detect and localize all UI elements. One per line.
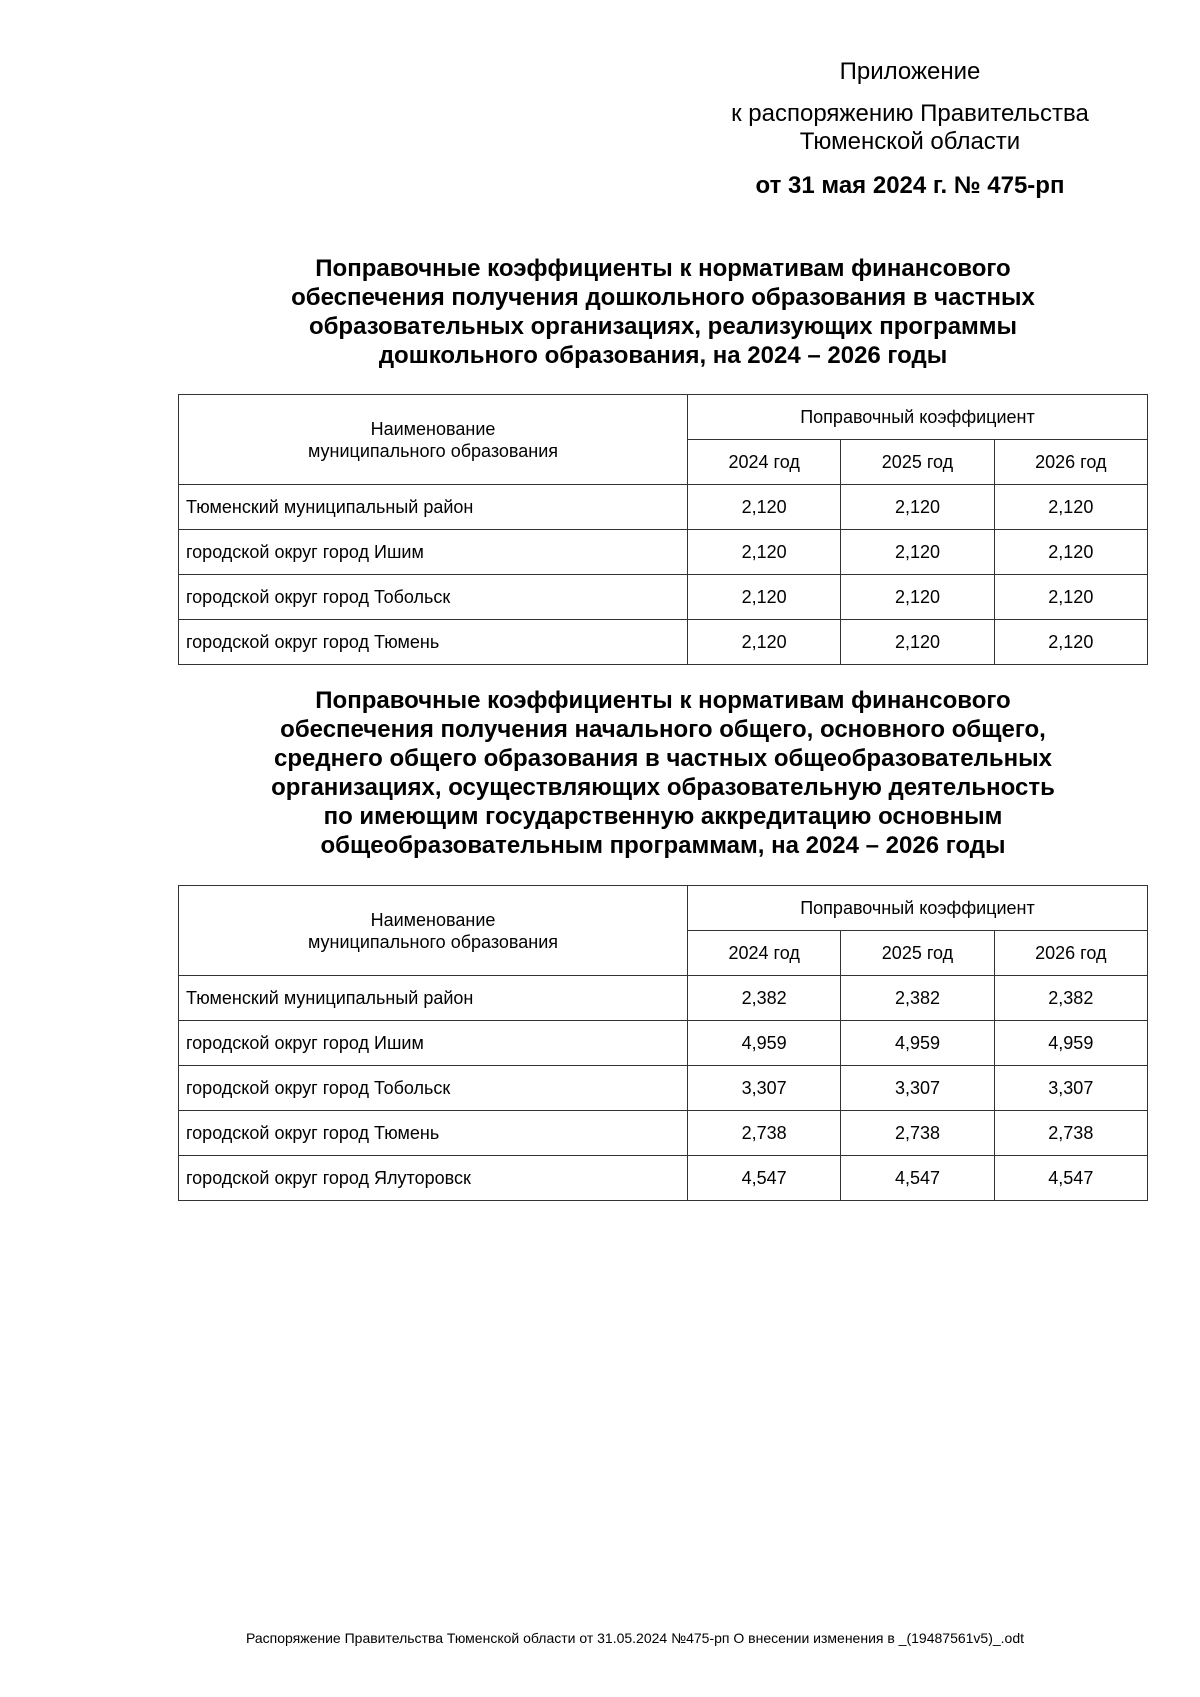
coefficient-value: 2,382 xyxy=(994,976,1147,1021)
coefficient-value: 2,738 xyxy=(994,1111,1147,1156)
column-header-year: 2025 год xyxy=(841,931,994,976)
coefficient-value: 2,120 xyxy=(994,620,1147,665)
column-header-year: 2026 год xyxy=(994,440,1147,485)
column-header-municipality xyxy=(179,395,688,485)
title-line: Поправочные коэффициенты к нормативам финансового xyxy=(315,687,1011,714)
municipality-name: городской округ город Тобольск xyxy=(179,575,688,620)
coefficient-value: 3,307 xyxy=(841,1066,994,1111)
table-row xyxy=(179,575,1148,620)
municipality-name: городской округ город Ишим xyxy=(179,530,688,575)
title-line: общеобразовательным программам, на 2024 – 2026 годы xyxy=(320,832,1006,859)
table-row xyxy=(179,1066,1148,1111)
coefficient-value: 2,120 xyxy=(841,620,994,665)
coefficient-value: 2,120 xyxy=(688,575,841,620)
coefficient-value: 4,959 xyxy=(841,1021,994,1066)
table-row xyxy=(179,1021,1148,1066)
header-text-line: муниципального образования xyxy=(307,440,559,461)
appendix-reference-line: Тюменской области xyxy=(799,128,1021,155)
title-line: обеспечения получения дошкольного образования в частных xyxy=(291,284,1035,311)
column-header-year: 2025 год xyxy=(841,440,994,485)
table-row xyxy=(179,1111,1148,1156)
title-line: организациях, осуществляющих образовательную деятельность xyxy=(271,774,1055,801)
column-header-year: 2026 год xyxy=(994,931,1147,976)
appendix-reference xyxy=(690,100,1130,156)
coefficient-value: 3,307 xyxy=(688,1066,841,1111)
column-group-header: Поправочный коэффициент xyxy=(688,886,1148,931)
municipality-name: городской округ город Тобольск xyxy=(179,1066,688,1111)
coefficient-value: 2,738 xyxy=(688,1111,841,1156)
coefficient-value: 2,120 xyxy=(994,485,1147,530)
coefficient-value: 2,120 xyxy=(841,530,994,575)
column-group-header: Поправочный коэффициент xyxy=(688,395,1148,440)
coefficient-value: 2,120 xyxy=(841,485,994,530)
header-text-line: Наименование xyxy=(370,909,496,930)
municipality-name: городской округ город Тюмень xyxy=(179,1111,688,1156)
table-header-row xyxy=(179,395,1148,440)
title-line: дошкольного образования, на 2024 – 2026 годы xyxy=(378,342,948,369)
municipality-name: городской округ город Тюмень xyxy=(179,620,688,665)
coefficient-value: 2,382 xyxy=(688,976,841,1021)
column-header-year: 2024 год xyxy=(688,931,841,976)
title-line: среднего общего образования в частных общеобразовательных xyxy=(274,745,1052,772)
table-row xyxy=(179,530,1148,575)
municipality-name: Тюменский муниципальный район xyxy=(179,485,688,530)
coefficient-value: 4,547 xyxy=(994,1156,1147,1201)
coefficient-value: 2,120 xyxy=(994,575,1147,620)
general-education-coefficients-table xyxy=(178,885,1148,1201)
table-row xyxy=(179,485,1148,530)
section1-title xyxy=(178,254,1148,370)
coefficient-value: 2,120 xyxy=(841,575,994,620)
preschool-coefficients-table xyxy=(178,394,1148,665)
section2-title xyxy=(178,686,1148,860)
coefficient-value: 2,120 xyxy=(688,620,841,665)
municipality-name: городской округ город Ишим xyxy=(179,1021,688,1066)
title-line: образовательных организациях, реализующих программы xyxy=(308,313,1018,340)
column-header-municipality xyxy=(179,886,688,976)
coefficient-value: 4,959 xyxy=(688,1021,841,1066)
document-footer: Распоряжение Правительства Тюменской области от 31.05.2024 №475-рп О внесении изменения в _(19487561v5)_.odt xyxy=(245,1630,1025,1646)
title-line: Поправочные коэффициенты к нормативам финансового xyxy=(315,255,1011,282)
coefficient-value: 4,547 xyxy=(688,1156,841,1201)
coefficient-value: 4,547 xyxy=(841,1156,994,1201)
coefficient-value: 2,120 xyxy=(688,485,841,530)
municipality-name: Тюменский муниципальный район xyxy=(179,976,688,1021)
table-row xyxy=(179,620,1148,665)
table-row xyxy=(179,976,1148,1021)
column-header-year: 2024 год xyxy=(688,440,841,485)
table-row xyxy=(179,1156,1148,1201)
coefficient-value: 4,959 xyxy=(994,1021,1147,1066)
title-line: по имеющим государственную аккредитацию основным xyxy=(323,803,1003,830)
order-date-number: от 31 мая 2024 г. № 475-рп xyxy=(755,172,1065,199)
header-text-line: Наименование xyxy=(370,418,496,439)
municipality-name: городской округ город Ялуторовск xyxy=(179,1156,688,1201)
header-text-line: муниципального образования xyxy=(307,931,559,952)
appendix-reference-line: к распоряжению Правительства xyxy=(731,100,1089,127)
appendix-label: Приложение xyxy=(839,58,981,85)
coefficient-value: 2,120 xyxy=(994,530,1147,575)
coefficient-value: 2,738 xyxy=(841,1111,994,1156)
coefficient-value: 2,120 xyxy=(688,530,841,575)
table-header-row xyxy=(179,886,1148,931)
coefficient-value: 3,307 xyxy=(994,1066,1147,1111)
coefficient-value: 2,382 xyxy=(841,976,994,1021)
title-line: обеспечения получения начального общего, основного общего, xyxy=(280,716,1046,743)
